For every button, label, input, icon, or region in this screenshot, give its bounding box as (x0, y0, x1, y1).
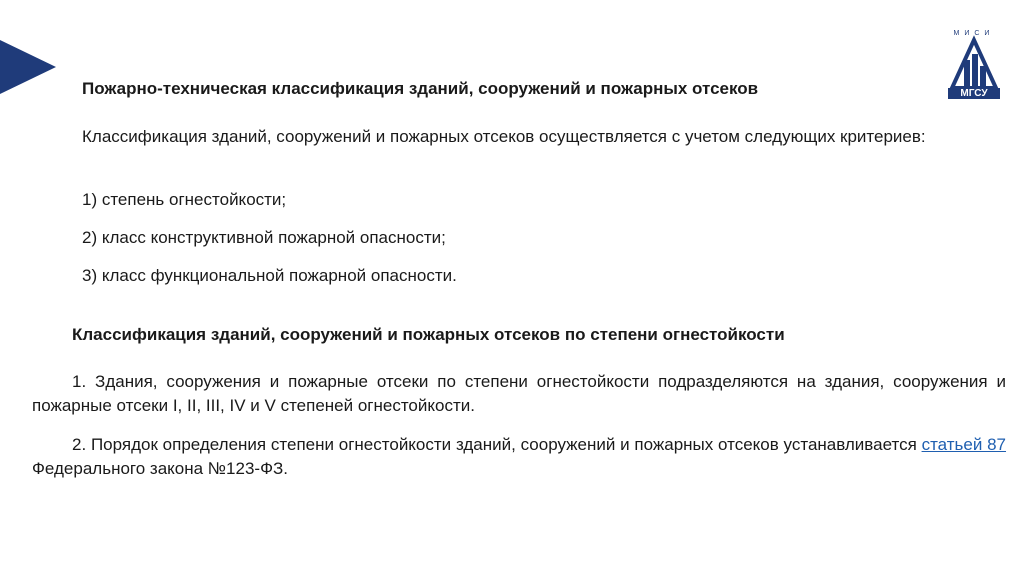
intro-text: Классификация зданий, сооружений и пожарных отсеков осуществляется с учетом следующих критериев: (82, 127, 926, 146)
logo-bottom-text: МГСУ (948, 88, 1000, 99)
logo-top-text: МИСИ (953, 30, 995, 37)
paragraph-2 (32, 433, 1006, 481)
law-article-link[interactable]: статьей 87 (921, 435, 1007, 454)
criteria-item-3: 3) класс функциональной пожарной опасности. (82, 266, 457, 285)
intro-paragraph (42, 125, 996, 149)
criteria-item-2: 2) класс конструктивной пожарной опасности; (82, 228, 446, 247)
paragraph-1-text: 1. Здания, сооружения и пожарные отсеки по степени огнестойкости подразделяются на здания, сооружения и пожарные отсеки I, II, III, IV и V степеней огнестойкости. (32, 372, 1006, 415)
paragraph-2-before-link: 2. Порядок определения степени огнестойкости зданий, сооружений и пожарных отсеков устанавливается (72, 435, 922, 454)
paragraph-1 (32, 370, 1006, 418)
criteria-item-1: 1) степень огнестойкости; (82, 190, 287, 209)
paragraph-2-after-link: Федерального закона №123-ФЗ. (32, 459, 288, 478)
section-title: Классификация зданий, сооружений и пожарных отсеков по степени огнестойкости (72, 325, 785, 344)
corner-arrow-decoration (0, 40, 56, 94)
page-title: Пожарно-техническая классификация зданий, сооружений и пожарных отсеков (82, 79, 759, 98)
